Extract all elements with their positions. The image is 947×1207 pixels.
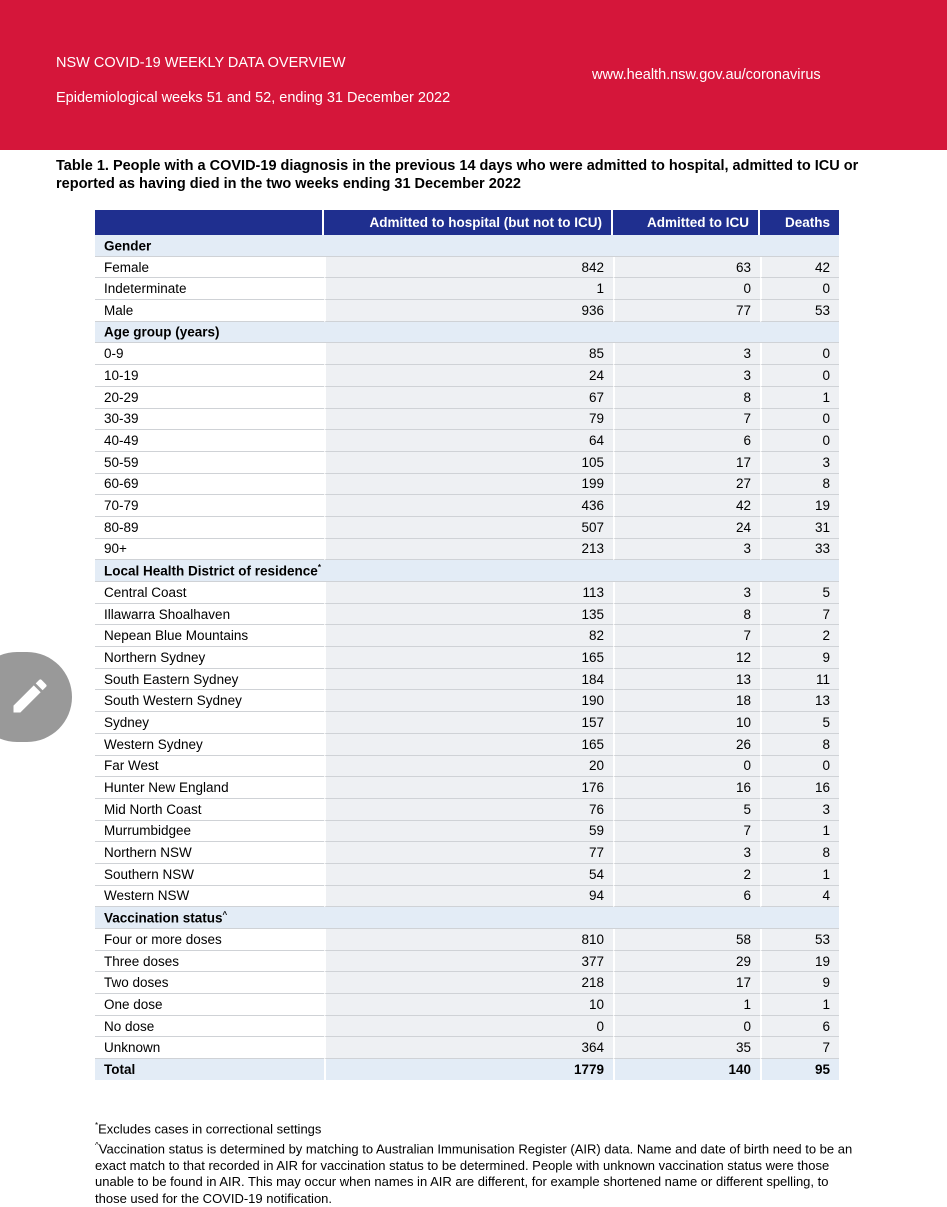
row-label: Indeterminate — [95, 278, 324, 300]
table-cell: 53 — [760, 929, 839, 951]
table-body — [95, 235, 839, 1080]
table-cell: 0 — [613, 1016, 760, 1038]
table-cell: 3 — [613, 582, 760, 604]
row-label: Two doses — [95, 972, 324, 994]
row-label: 50-59 — [95, 452, 324, 474]
column-header: Deaths — [760, 210, 839, 235]
table-cell: 67 — [324, 387, 613, 409]
table-cell: 27 — [613, 474, 760, 496]
section-title-cell — [95, 322, 839, 344]
table-cell: 18 — [613, 690, 760, 712]
website-link[interactable]: www.health.nsw.gov.au/coronavirus — [592, 67, 821, 83]
table-cell: 31 — [760, 517, 839, 539]
table-cell: 1 — [760, 387, 839, 409]
table-cell: 3 — [613, 343, 760, 365]
row-label: South Western Sydney — [95, 690, 324, 712]
table-cell: 16 — [613, 777, 760, 799]
table-cell: 0 — [760, 430, 839, 452]
table-cell: 176 — [324, 777, 613, 799]
table-cell: 3 — [613, 365, 760, 387]
table-caption: Table 1. People with a COVID-19 diagnosis in the previous 14 days who were admitted to hospital, admitted to ICU or reported as having died in the two weeks ending 31 December 2022 — [56, 158, 859, 192]
table-cell: 26 — [613, 734, 760, 756]
table-cell: 19 — [760, 951, 839, 973]
row-label: 0-9 — [95, 343, 324, 365]
total-row — [95, 1059, 839, 1080]
table-cell: 1 — [760, 821, 839, 843]
table-cell: 76 — [324, 799, 613, 821]
table-cell: 157 — [324, 712, 613, 734]
total-label: Total — [95, 1059, 324, 1080]
table-cell: 13 — [613, 669, 760, 691]
table-row — [95, 278, 839, 300]
row-label: Three doses — [95, 951, 324, 973]
table-row — [95, 517, 839, 539]
row-label: Southern NSW — [95, 864, 324, 886]
table-row — [95, 1037, 839, 1059]
table-cell: 63 — [613, 257, 760, 279]
footnote-mark: ^ — [95, 1140, 99, 1150]
table-cell: 82 — [324, 625, 613, 647]
table-cell: 17 — [613, 972, 760, 994]
row-label: Far West — [95, 756, 324, 778]
table-row — [95, 972, 839, 994]
header-banner — [0, 0, 947, 150]
table-cell: 0 — [760, 365, 839, 387]
table-row — [95, 864, 839, 886]
table-cell: 1 — [760, 864, 839, 886]
section-footnote-mark: * — [317, 562, 321, 572]
row-label: 20-29 — [95, 387, 324, 409]
section-row — [95, 322, 839, 344]
table-cell: 16 — [760, 777, 839, 799]
table-cell: 7 — [613, 821, 760, 843]
table-cell: 1 — [324, 278, 613, 300]
table-cell: 842 — [324, 257, 613, 279]
table-cell: 6 — [613, 430, 760, 452]
table-cell: 0 — [324, 1016, 613, 1038]
table-cell: 8 — [760, 734, 839, 756]
data-table — [95, 210, 839, 1080]
row-label: Western NSW — [95, 886, 324, 908]
row-label: Northern Sydney — [95, 647, 324, 669]
section-title-cell — [95, 907, 839, 929]
table-cell: 8 — [613, 387, 760, 409]
row-label: Nepean Blue Mountains — [95, 625, 324, 647]
row-label: 60-69 — [95, 474, 324, 496]
table-cell: 59 — [324, 821, 613, 843]
table-cell: 6 — [760, 1016, 839, 1038]
row-label: Female — [95, 257, 324, 279]
row-label: South Eastern Sydney — [95, 669, 324, 691]
table-cell: 8 — [613, 604, 760, 626]
table-cell: 8 — [760, 842, 839, 864]
table-row — [95, 994, 839, 1016]
footnote-text: Excludes cases in correctional settings — [98, 1121, 322, 1137]
table-row — [95, 257, 839, 279]
table-cell: 507 — [324, 517, 613, 539]
section-row — [95, 235, 839, 257]
table-cell: 11 — [760, 669, 839, 691]
footnote — [95, 1118, 855, 1138]
table-cell: 29 — [613, 951, 760, 973]
table-cell: 13 — [760, 690, 839, 712]
table-row — [95, 495, 839, 517]
table-cell: 5 — [760, 582, 839, 604]
row-label: Four or more doses — [95, 929, 324, 951]
table-row — [95, 777, 839, 799]
table-row — [95, 474, 839, 496]
table-row — [95, 690, 839, 712]
section-row — [95, 907, 839, 929]
table-row — [95, 712, 839, 734]
table-cell: 94 — [324, 886, 613, 908]
table-row — [95, 951, 839, 973]
table-cell: 364 — [324, 1037, 613, 1059]
table-cell: 0 — [760, 343, 839, 365]
table-cell: 7 — [613, 625, 760, 647]
table-cell: 42 — [613, 495, 760, 517]
table-cell: 9 — [760, 647, 839, 669]
column-header: Admitted to ICU — [613, 210, 760, 235]
table-cell: 1 — [613, 994, 760, 1016]
row-label: Hunter New England — [95, 777, 324, 799]
table-cell: 2 — [613, 864, 760, 886]
table-cell: 3 — [760, 452, 839, 474]
table-cell: 0 — [760, 409, 839, 431]
row-label: Unknown — [95, 1037, 324, 1059]
table-cell: 54 — [324, 864, 613, 886]
table-row — [95, 669, 839, 691]
table-cell: 58 — [613, 929, 760, 951]
table-row — [95, 756, 839, 778]
row-label: 10-19 — [95, 365, 324, 387]
table-cell: 0 — [760, 756, 839, 778]
table-cell: 42 — [760, 257, 839, 279]
row-label: 80-89 — [95, 517, 324, 539]
table-cell: 436 — [324, 495, 613, 517]
table-cell: 19 — [760, 495, 839, 517]
table-row — [95, 799, 839, 821]
row-label: Mid North Coast — [95, 799, 324, 821]
total-cell: 95 — [760, 1059, 839, 1080]
footnote — [95, 1138, 855, 1207]
table-cell: 35 — [613, 1037, 760, 1059]
table-row — [95, 452, 839, 474]
table-row — [95, 409, 839, 431]
table-row — [95, 842, 839, 864]
table-cell: 199 — [324, 474, 613, 496]
row-label: 70-79 — [95, 495, 324, 517]
table-cell: 79 — [324, 409, 613, 431]
table-cell: 7 — [760, 1037, 839, 1059]
table-cell: 810 — [324, 929, 613, 951]
table-cell: 10 — [613, 712, 760, 734]
row-label: 40-49 — [95, 430, 324, 452]
row-label: Male — [95, 300, 324, 322]
document-title: NSW COVID-19 WEEKLY DATA OVERVIEW — [56, 55, 346, 71]
footnote-mark: * — [95, 1121, 99, 1130]
table-cell: 8 — [760, 474, 839, 496]
table-cell: 3 — [613, 842, 760, 864]
table-cell: 165 — [324, 647, 613, 669]
table-cell: 2 — [760, 625, 839, 647]
table-cell: 53 — [760, 300, 839, 322]
footnotes — [95, 1118, 855, 1207]
table-row — [95, 387, 839, 409]
table-cell: 218 — [324, 972, 613, 994]
table-row — [95, 821, 839, 843]
table-cell: 77 — [324, 842, 613, 864]
table-cell: 1 — [760, 994, 839, 1016]
table-row — [95, 647, 839, 669]
table-cell: 24 — [613, 517, 760, 539]
edit-button[interactable] — [0, 652, 72, 742]
table-cell: 0 — [760, 278, 839, 300]
section-title-cell — [95, 560, 839, 582]
row-label: Central Coast — [95, 582, 324, 604]
table-cell: 64 — [324, 430, 613, 452]
table-cell: 7 — [760, 604, 839, 626]
table-cell: 0 — [613, 278, 760, 300]
table-header-row — [95, 210, 839, 235]
table-cell: 377 — [324, 951, 613, 973]
section-title: Gender — [104, 238, 152, 254]
row-label: Illawarra Shoalhaven — [95, 604, 324, 626]
table-cell: 190 — [324, 690, 613, 712]
table-cell: 6 — [613, 886, 760, 908]
table-cell: 105 — [324, 452, 613, 474]
table-cell: 5 — [760, 712, 839, 734]
table-row — [95, 625, 839, 647]
table-row — [95, 430, 839, 452]
section-title: Local Health District of residence — [104, 563, 318, 579]
table-cell: 213 — [324, 539, 613, 561]
row-label: Murrumbidgee — [95, 821, 324, 843]
table-cell: 165 — [324, 734, 613, 756]
table-cell: 0 — [613, 756, 760, 778]
table-cell: 85 — [324, 343, 613, 365]
table-row — [95, 604, 839, 626]
row-label: 30-39 — [95, 409, 324, 431]
table-cell: 3 — [613, 539, 760, 561]
table-cell: 10 — [324, 994, 613, 1016]
table-row — [95, 343, 839, 365]
table-cell: 33 — [760, 539, 839, 561]
table-cell: 24 — [324, 365, 613, 387]
table-row — [95, 582, 839, 604]
total-cell: 140 — [613, 1059, 760, 1080]
table-cell: 17 — [613, 452, 760, 474]
column-header — [95, 210, 324, 235]
document-subtitle: Epidemiological weeks 51 and 52, ending 31 December 2022 — [56, 90, 451, 106]
pencil-icon — [8, 674, 52, 718]
footnote-text: Vaccination status is determined by matching to Australian Immunisation Register (AIR) data. Name and date of birth need to be an exact match to that recorded in AIR for vaccination status to be determined. People with unknown vaccination status were those unable to be found in AIR. This may occur when names in AIR are different, for example shortened name or different spelling, to those used for the COVID-19 notification. — [95, 1141, 853, 1206]
section-title: Age group (years) — [104, 324, 220, 340]
table-row — [95, 539, 839, 561]
row-label: No dose — [95, 1016, 324, 1038]
table-cell: 9 — [760, 972, 839, 994]
table-cell: 135 — [324, 604, 613, 626]
total-cell: 1779 — [324, 1059, 613, 1080]
row-label: Western Sydney — [95, 734, 324, 756]
section-title-cell — [95, 235, 839, 257]
table-cell: 113 — [324, 582, 613, 604]
table-cell: 3 — [760, 799, 839, 821]
table-row — [95, 929, 839, 951]
row-label: Northern NSW — [95, 842, 324, 864]
row-label: 90+ — [95, 539, 324, 561]
table-row — [95, 300, 839, 322]
column-header: Admitted to hospital (but not to ICU) — [324, 210, 613, 235]
table-cell: 77 — [613, 300, 760, 322]
table-row — [95, 1016, 839, 1038]
section-title: Vaccination status — [104, 910, 223, 926]
table-cell: 12 — [613, 647, 760, 669]
row-label: Sydney — [95, 712, 324, 734]
table-cell: 20 — [324, 756, 613, 778]
section-row — [95, 560, 839, 582]
table-row — [95, 365, 839, 387]
table-row — [95, 734, 839, 756]
row-label: One dose — [95, 994, 324, 1016]
table-cell: 7 — [613, 409, 760, 431]
table-cell: 5 — [613, 799, 760, 821]
table-cell: 4 — [760, 886, 839, 908]
section-footnote-mark: ^ — [222, 909, 228, 919]
table-cell: 936 — [324, 300, 613, 322]
table-cell: 184 — [324, 669, 613, 691]
table-row — [95, 886, 839, 908]
